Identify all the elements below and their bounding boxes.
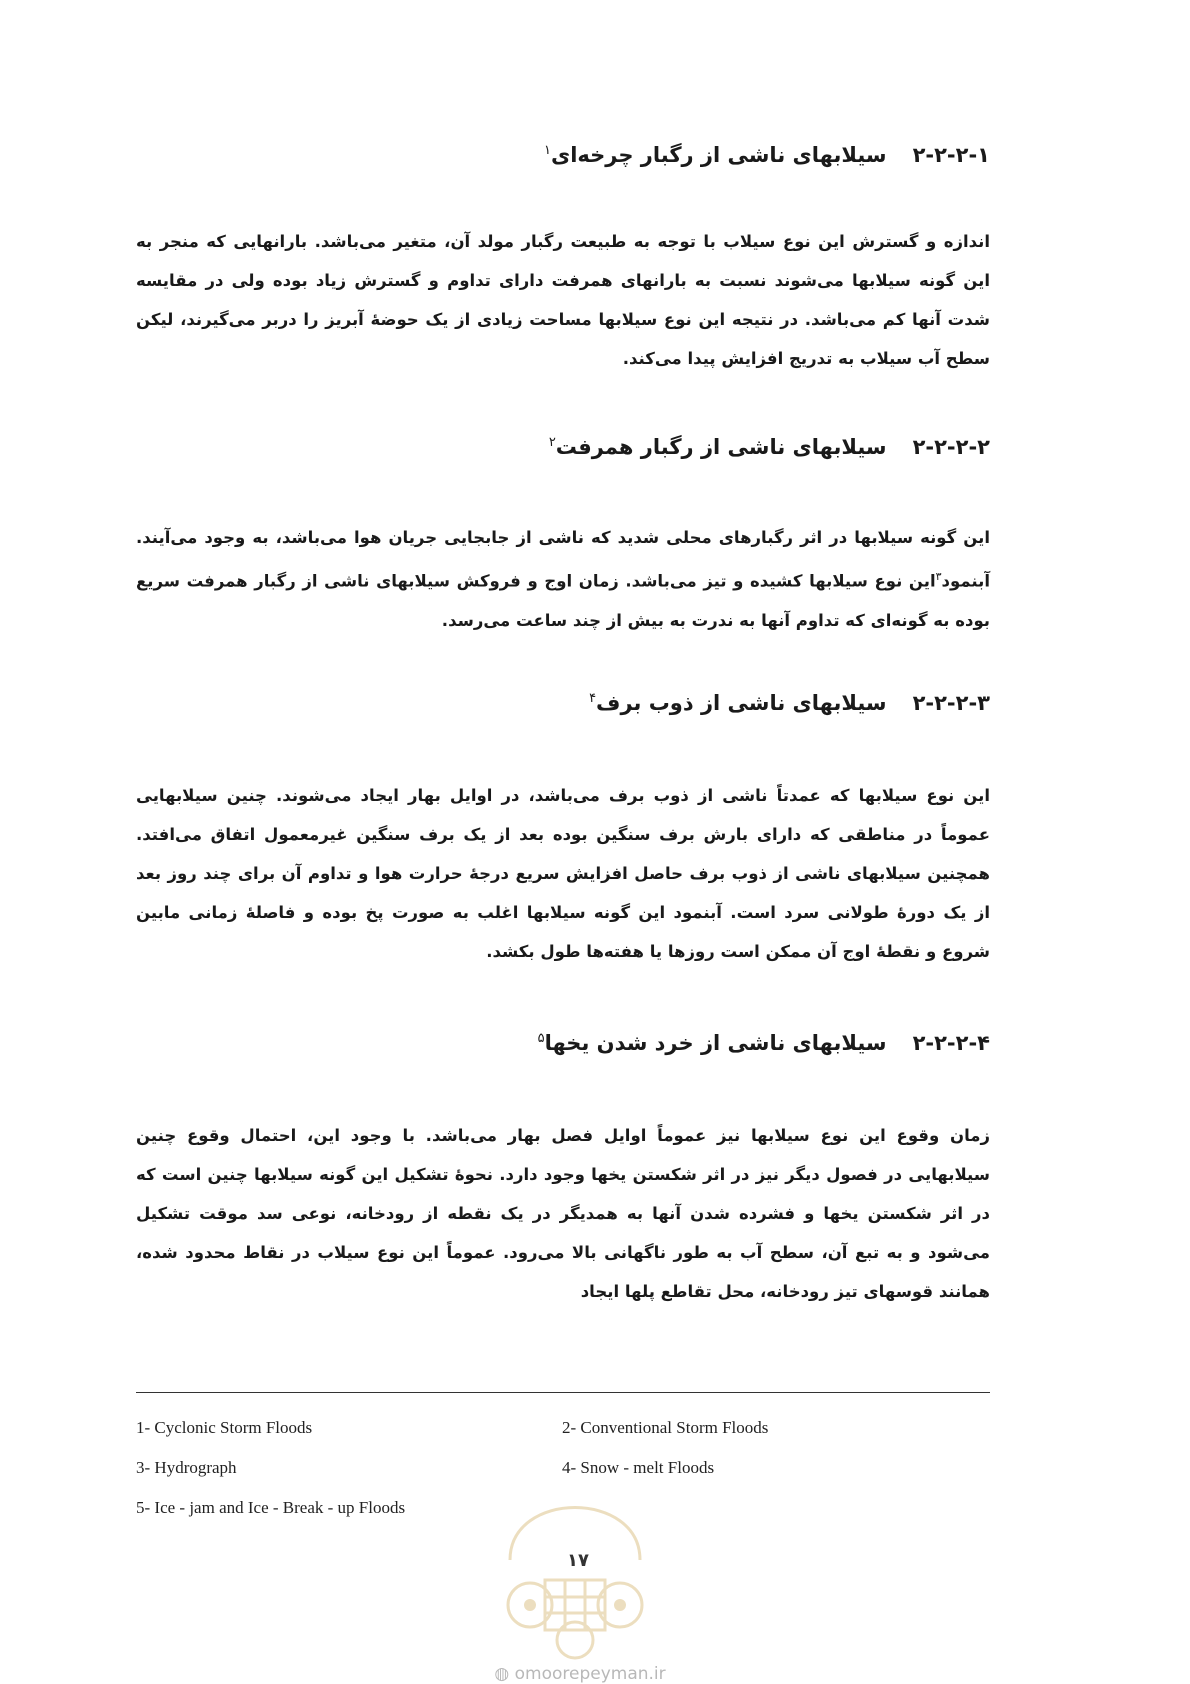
footnote-ref: ۴ xyxy=(589,691,597,706)
section-heading-2 xyxy=(190,428,990,462)
paragraph-text: این گونه سیلابها در اثر رگبارهای محلی شدید که ناشی از جابجایی جریان هوا می‌باشد، به وجود می‌آیند. آبنمود xyxy=(136,528,990,591)
section-heading-4 xyxy=(190,1024,990,1058)
section-number: ۲-۲-۲-۲ xyxy=(912,435,990,459)
page-number: ۱۷ xyxy=(567,1550,589,1571)
section-title: سیلابهای ناشی از رگبار همرفت xyxy=(555,435,887,459)
footnote-4: 4- Snow - melt Floods xyxy=(562,1458,715,1477)
footnote-ref: ۲ xyxy=(548,435,556,450)
paragraph-text: این نوع سیلابها کشیده و تیز می‌باشد. زمان اوج و فروکش سیلابهای ناشی از رگبار همرفت سریع بوده به گونه‌ای که تداوم آنها به ندرت به بیش از چند ساعت می‌رسد. xyxy=(136,571,990,630)
footnote-2: 2- Conventional Storm Floods xyxy=(562,1418,769,1437)
footnote-ref: ۳ xyxy=(935,570,942,583)
section-number: ۲-۲-۲-۴ xyxy=(912,1031,990,1055)
footnote-1: 1- Cyclonic Storm Floods xyxy=(136,1418,313,1437)
site-watermark-text: omoorepeyman.ir xyxy=(514,1664,666,1684)
section-number: ۲-۲-۲-۳ xyxy=(912,691,990,715)
section-number: ۲-۲-۲-۱ xyxy=(912,143,990,167)
section-paragraph-4: زمان وقوع این نوع سیلابها نیز عموماً اوایل فصل بهار می‌باشد. با وجود این، احتمال وقوع چنین سیلابهایی در فصول دیگر نیز در اثر شکستن یخها وجود دارد. نحوهٔ تشکیل این گونه سیلابها چنین است که در اثر شکستن یخها و فشرده شدن آنها به همدیگر در یک نقطه از رودخانه، نوعی سد موقت تشکیل می‌شود و به تبع آن، سطح آب به طور ناگهانی بالا می‌رود. عموماً این نوع سیلاب در نقاط محدود شده، همانند قوسهای تیز رودخانه، محل تقاطع پلها ایجاد xyxy=(136,1126,990,1301)
footnote-3: 3- Hydrograph xyxy=(136,1458,237,1477)
section-heading-3 xyxy=(190,684,990,718)
section-title: سیلابهای ناشی از خرد شدن یخها xyxy=(544,1031,887,1055)
footnote-ref: ۱ xyxy=(543,143,551,158)
footnote-ref: ۵ xyxy=(537,1031,545,1046)
footnote-divider xyxy=(136,1392,990,1393)
section-heading-1 xyxy=(190,136,990,170)
section-paragraph-2 xyxy=(136,518,990,640)
footnote-5: 5- Ice - jam and Ice - Break - up Floods xyxy=(136,1498,406,1517)
site-watermark xyxy=(460,1664,700,1684)
globe-icon: ◍ xyxy=(494,1664,510,1684)
section-paragraph-1: اندازه و گسترش این نوع سیلاب با توجه به طبیعت رگبار مولد آن، متغیر می‌باشد. بارانهایی که منجر به این گونه سیلابها می‌شوند نسبت به بارانهای همرفت دارای تداوم و گسترش زیاد بوده ولی در مقایسه شدت آنها کم می‌باشد. در نتیجه این نوع سیلابها مساحت زیادی از یک حوضهٔ آبریز را دربر می‌گیرند، لیکن سطح آب سیلاب به تدریج افزایش پیدا می‌کند. xyxy=(136,232,990,368)
section-title: سیلابهای ناشی از رگبار چرخه‌ای xyxy=(550,143,887,167)
section-title: سیلابهای ناشی از ذوب برف xyxy=(596,691,887,715)
section-paragraph-3: این نوع سیلابها که عمدتاً ناشی از ذوب برف می‌باشد، در اوایل بهار ایجاد می‌شوند. چنین سیلابهایی عموماً در مناطقی که دارای بارش برف سنگین بوده بعد از یک برف سنگین غیرمعمول اتفاق می‌افتد. همچنین سیلابهای ناشی از ذوب برف حاصل افزایش سریع درجهٔ حرارت هوا و تداوم آن برای چند روز بعد از یک دورهٔ طولانی سرد است. آبنمود این گونه سیلابها اغلب به صورت پخ بوده و فاصلهٔ زمانی مابین شروع و نقطهٔ اوج آن ممکن است روزها یا هفته‌ها طول بکشد. xyxy=(136,786,990,961)
